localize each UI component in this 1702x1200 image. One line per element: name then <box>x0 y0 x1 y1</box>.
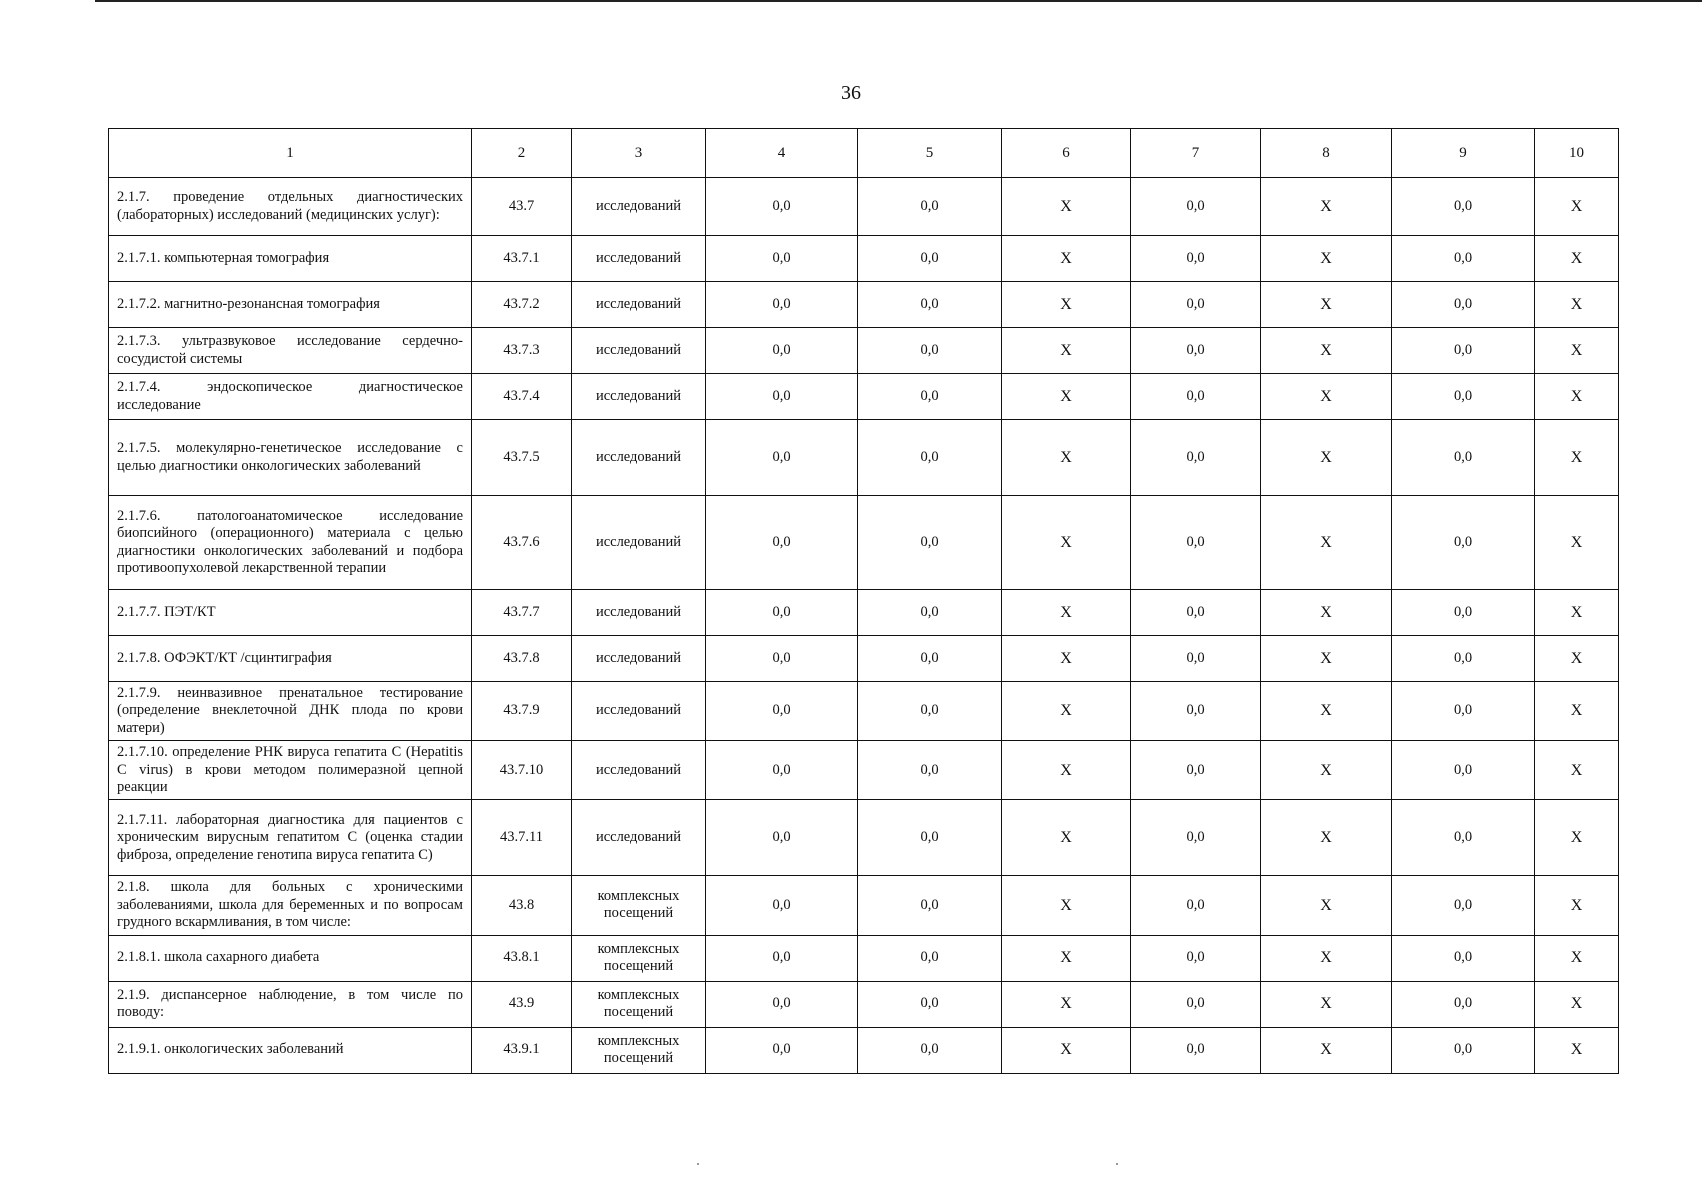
col10-cell: X <box>1535 496 1619 590</box>
col7-cell: 0,0 <box>1131 741 1261 800</box>
col8-cell: X <box>1261 876 1392 935</box>
col5-cell: 0,0 <box>858 282 1002 328</box>
col5-cell: 0,0 <box>858 876 1002 935</box>
column-header: 9 <box>1392 129 1535 178</box>
row-name-cell: 2.1.7.6. патологоанатомическое исследование биопсийного (операционного) материала с целью диагностики онкологических заболеваний и подбора противоопухолевой лекарственной терапии <box>109 496 472 590</box>
col7-cell: 0,0 <box>1131 682 1261 741</box>
data-table <box>108 128 1619 1074</box>
col4-cell: 0,0 <box>706 800 858 876</box>
col8-cell: X <box>1261 590 1392 636</box>
col5-cell: 0,0 <box>858 496 1002 590</box>
col6-cell: X <box>1002 935 1131 981</box>
col4-cell: 0,0 <box>706 741 858 800</box>
col10-cell: X <box>1535 236 1619 282</box>
col10-cell: X <box>1535 741 1619 800</box>
col10-cell: X <box>1535 420 1619 496</box>
row-name-cell: 2.1.7.5. молекулярно-генетическое исследование с целью диагностики онкологических заболеваний <box>109 420 472 496</box>
row-name-cell: 2.1.7.7. ПЭТ/КТ <box>109 590 472 636</box>
column-header: 10 <box>1535 129 1619 178</box>
col10-cell: X <box>1535 328 1619 374</box>
table-row <box>109 682 1619 741</box>
col8-cell: X <box>1261 236 1392 282</box>
unit-cell: исследований <box>572 741 706 800</box>
code-cell: 43.7.4 <box>472 374 572 420</box>
col4-cell: 0,0 <box>706 981 858 1027</box>
col5-cell: 0,0 <box>858 682 1002 741</box>
col9-cell: 0,0 <box>1392 420 1535 496</box>
col6-cell: X <box>1002 876 1131 935</box>
col10-cell: X <box>1535 935 1619 981</box>
col10-cell: X <box>1535 282 1619 328</box>
col9-cell: 0,0 <box>1392 876 1535 935</box>
col7-cell: 0,0 <box>1131 876 1261 935</box>
unit-cell: исследований <box>572 682 706 741</box>
col8-cell: X <box>1261 496 1392 590</box>
code-cell: 43.7.10 <box>472 741 572 800</box>
col7-cell: 0,0 <box>1131 178 1261 236</box>
col8-cell: X <box>1261 935 1392 981</box>
table-row <box>109 590 1619 636</box>
col9-cell: 0,0 <box>1392 636 1535 682</box>
col5-cell: 0,0 <box>858 800 1002 876</box>
unit-cell: комплексных посещений <box>572 1027 706 1073</box>
col4-cell: 0,0 <box>706 636 858 682</box>
column-header: 5 <box>858 129 1002 178</box>
unit-cell: исследований <box>572 178 706 236</box>
col9-cell: 0,0 <box>1392 282 1535 328</box>
col9-cell: 0,0 <box>1392 682 1535 741</box>
col10-cell: X <box>1535 1027 1619 1073</box>
col9-cell: 0,0 <box>1392 178 1535 236</box>
column-header: 6 <box>1002 129 1131 178</box>
col8-cell: X <box>1261 420 1392 496</box>
page-number: 36 <box>841 82 861 104</box>
table-row <box>109 1027 1619 1073</box>
code-cell: 43.7.3 <box>472 328 572 374</box>
col8-cell: X <box>1261 282 1392 328</box>
col8-cell: X <box>1261 981 1392 1027</box>
col4-cell: 0,0 <box>706 590 858 636</box>
col4-cell: 0,0 <box>706 935 858 981</box>
unit-cell: исследований <box>572 282 706 328</box>
col7-cell: 0,0 <box>1131 328 1261 374</box>
table-row <box>109 282 1619 328</box>
table-row <box>109 236 1619 282</box>
col6-cell: X <box>1002 636 1131 682</box>
row-name-cell: 2.1.7.10. определение РНК вируса гепатита С (Hepatitis C virus) в крови методом полимеразной цепной реакции <box>109 741 472 800</box>
unit-cell: комплексных посещений <box>572 935 706 981</box>
table-row <box>109 328 1619 374</box>
col9-cell: 0,0 <box>1392 374 1535 420</box>
code-cell: 43.7.1 <box>472 236 572 282</box>
col4-cell: 0,0 <box>706 1027 858 1073</box>
table-row <box>109 636 1619 682</box>
table-row <box>109 876 1619 935</box>
col4-cell: 0,0 <box>706 876 858 935</box>
col5-cell: 0,0 <box>858 741 1002 800</box>
col5-cell: 0,0 <box>858 1027 1002 1073</box>
column-header: 1 <box>109 129 472 178</box>
unit-cell: исследований <box>572 420 706 496</box>
col7-cell: 0,0 <box>1131 374 1261 420</box>
scan-artifact <box>697 1163 699 1165</box>
code-cell: 43.7.11 <box>472 800 572 876</box>
row-name-cell: 2.1.9. диспансерное наблюдение, в том числе по поводу: <box>109 981 472 1027</box>
unit-cell: исследований <box>572 236 706 282</box>
table-row <box>109 178 1619 236</box>
unit-cell: исследований <box>572 636 706 682</box>
column-header: 3 <box>572 129 706 178</box>
code-cell: 43.8 <box>472 876 572 935</box>
col9-cell: 0,0 <box>1392 590 1535 636</box>
col10-cell: X <box>1535 636 1619 682</box>
col9-cell: 0,0 <box>1392 981 1535 1027</box>
column-header: 7 <box>1131 129 1261 178</box>
column-number-row <box>109 129 1619 178</box>
code-cell: 43.9 <box>472 981 572 1027</box>
col7-cell: 0,0 <box>1131 800 1261 876</box>
col10-cell: X <box>1535 800 1619 876</box>
row-name-cell: 2.1.7.11. лабораторная диагностика для пациентов с хроническим вирусным гепатитом С (оценка стадии фиброза, определение генотипа вируса гепатита С) <box>109 800 472 876</box>
col7-cell: 0,0 <box>1131 935 1261 981</box>
col6-cell: X <box>1002 236 1131 282</box>
table-row <box>109 420 1619 496</box>
row-name-cell: 2.1.7.4. эндоскопическое диагностическое исследование <box>109 374 472 420</box>
row-name-cell: 2.1.7.2. магнитно-резонансная томография <box>109 282 472 328</box>
col9-cell: 0,0 <box>1392 800 1535 876</box>
col7-cell: 0,0 <box>1131 1027 1261 1073</box>
col6-cell: X <box>1002 981 1131 1027</box>
col10-cell: X <box>1535 178 1619 236</box>
col7-cell: 0,0 <box>1131 981 1261 1027</box>
col8-cell: X <box>1261 800 1392 876</box>
col6-cell: X <box>1002 741 1131 800</box>
column-header: 4 <box>706 129 858 178</box>
row-name-cell: 2.1.7.8. ОФЭКТ/КТ /сцинтиграфия <box>109 636 472 682</box>
col8-cell: X <box>1261 741 1392 800</box>
col8-cell: X <box>1261 328 1392 374</box>
col4-cell: 0,0 <box>706 496 858 590</box>
col6-cell: X <box>1002 800 1131 876</box>
unit-cell: исследований <box>572 496 706 590</box>
unit-cell: исследований <box>572 800 706 876</box>
col10-cell: X <box>1535 876 1619 935</box>
col7-cell: 0,0 <box>1131 282 1261 328</box>
col8-cell: X <box>1261 636 1392 682</box>
table-row <box>109 374 1619 420</box>
col4-cell: 0,0 <box>706 236 858 282</box>
col8-cell: X <box>1261 178 1392 236</box>
col5-cell: 0,0 <box>858 236 1002 282</box>
row-name-cell: 2.1.8.1. школа сахарного диабета <box>109 935 472 981</box>
col9-cell: 0,0 <box>1392 1027 1535 1073</box>
code-cell: 43.7.2 <box>472 282 572 328</box>
col5-cell: 0,0 <box>858 636 1002 682</box>
row-name-cell: 2.1.7. проведение отдельных диагностических (лабораторных) исследований (медицинских услуг): <box>109 178 472 236</box>
code-cell: 43.7.5 <box>472 420 572 496</box>
col9-cell: 0,0 <box>1392 236 1535 282</box>
col6-cell: X <box>1002 682 1131 741</box>
col6-cell: X <box>1002 282 1131 328</box>
unit-cell: исследований <box>572 374 706 420</box>
col9-cell: 0,0 <box>1392 935 1535 981</box>
col8-cell: X <box>1261 1027 1392 1073</box>
top-border-line <box>95 0 1702 2</box>
code-cell: 43.7.8 <box>472 636 572 682</box>
col8-cell: X <box>1261 374 1392 420</box>
row-name-cell: 2.1.8. школа для больных с хроническими заболеваниями, школа для беременных и по вопросам грудного вскармливания, в том числе: <box>109 876 472 935</box>
col6-cell: X <box>1002 590 1131 636</box>
unit-cell: комплексных посещений <box>572 876 706 935</box>
col4-cell: 0,0 <box>706 282 858 328</box>
col5-cell: 0,0 <box>858 590 1002 636</box>
col6-cell: X <box>1002 374 1131 420</box>
col10-cell: X <box>1535 590 1619 636</box>
col7-cell: 0,0 <box>1131 496 1261 590</box>
col10-cell: X <box>1535 981 1619 1027</box>
col7-cell: 0,0 <box>1131 236 1261 282</box>
col5-cell: 0,0 <box>858 178 1002 236</box>
col5-cell: 0,0 <box>858 374 1002 420</box>
col4-cell: 0,0 <box>706 682 858 741</box>
col4-cell: 0,0 <box>706 178 858 236</box>
col4-cell: 0,0 <box>706 420 858 496</box>
column-header: 8 <box>1261 129 1392 178</box>
col5-cell: 0,0 <box>858 420 1002 496</box>
scan-artifact <box>1116 1163 1118 1165</box>
code-cell: 43.7.9 <box>472 682 572 741</box>
col7-cell: 0,0 <box>1131 590 1261 636</box>
unit-cell: исследований <box>572 328 706 374</box>
row-name-cell: 2.1.7.9. неинвазивное пренатальное тестирование (определение внеклеточной ДНК плода по крови матери) <box>109 682 472 741</box>
col4-cell: 0,0 <box>706 328 858 374</box>
code-cell: 43.8.1 <box>472 935 572 981</box>
col6-cell: X <box>1002 420 1131 496</box>
row-name-cell: 2.1.7.1. компьютерная томография <box>109 236 472 282</box>
col8-cell: X <box>1261 682 1392 741</box>
table-row <box>109 741 1619 800</box>
code-cell: 43.7.6 <box>472 496 572 590</box>
col5-cell: 0,0 <box>858 935 1002 981</box>
unit-cell: исследований <box>572 590 706 636</box>
col6-cell: X <box>1002 178 1131 236</box>
col9-cell: 0,0 <box>1392 741 1535 800</box>
col6-cell: X <box>1002 496 1131 590</box>
table-row <box>109 935 1619 981</box>
col5-cell: 0,0 <box>858 981 1002 1027</box>
code-cell: 43.9.1 <box>472 1027 572 1073</box>
table-row <box>109 981 1619 1027</box>
col7-cell: 0,0 <box>1131 636 1261 682</box>
col6-cell: X <box>1002 328 1131 374</box>
row-name-cell: 2.1.7.3. ультразвуковое исследование сердечно-сосудистой системы <box>109 328 472 374</box>
col5-cell: 0,0 <box>858 328 1002 374</box>
column-header: 2 <box>472 129 572 178</box>
code-cell: 43.7 <box>472 178 572 236</box>
col9-cell: 0,0 <box>1392 328 1535 374</box>
col7-cell: 0,0 <box>1131 420 1261 496</box>
code-cell: 43.7.7 <box>472 590 572 636</box>
col4-cell: 0,0 <box>706 374 858 420</box>
unit-cell: комплексных посещений <box>572 981 706 1027</box>
col10-cell: X <box>1535 374 1619 420</box>
table-row <box>109 496 1619 590</box>
table-row <box>109 800 1619 876</box>
row-name-cell: 2.1.9.1. онкологических заболеваний <box>109 1027 472 1073</box>
col10-cell: X <box>1535 682 1619 741</box>
col6-cell: X <box>1002 1027 1131 1073</box>
col9-cell: 0,0 <box>1392 496 1535 590</box>
